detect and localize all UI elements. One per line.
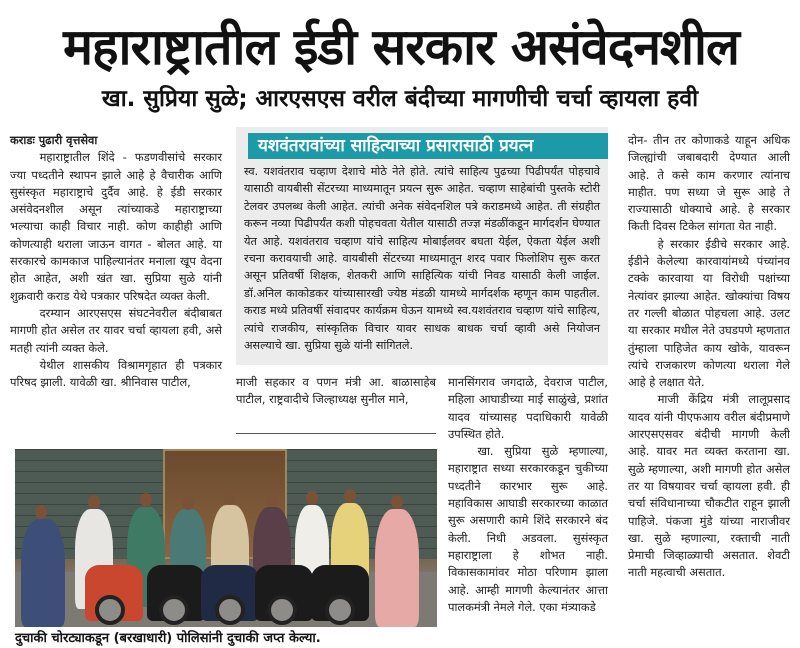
photo-wheel <box>95 595 125 625</box>
paragraph: खा. सुप्रिया सुळे म्हणाल्या, महाराष्ट्रात सध्या सरकारकडून चुकीच्या पध्दतीने कारभार सुरू आहे. महाविकास आघाडी सरकारच्या काळात सुरू असणारी कामे शिंदे सरकारने बंद केली. निधी अडवला. सुसंस्कृत महाराष्ट्राला हे शोभत नाही. विकासकामांवर मोठा परिणाम झाला आहे. आम्ही मागणी केल्यानंतर आत्ता पालकमंत्री नेमले गेले. एका मंत्र्याकडे <box>448 444 608 614</box>
photo-wheel <box>267 595 297 625</box>
photo-wheel <box>215 595 245 625</box>
photo-wheel <box>159 595 189 625</box>
photo-motorcycle <box>311 565 369 621</box>
sidebar-title: यशवंतरावांच्या साहित्याच्या प्रसारासाठी प्रयत्न <box>248 133 608 159</box>
news-photo <box>15 449 437 627</box>
right-column <box>628 132 790 582</box>
left-column <box>10 132 222 391</box>
paragraph: येथील शासकीय विश्रामगृहात ही पत्रकार परिषद झाली. यावेळी खा. श्रीनिवास पाटील, <box>10 357 222 390</box>
paragraph: दोन- तीन तर कोणाकडे याहून अधिक जिल्ह्यांची जबाबदारी देण्यात आली आहे. ते कसे काम करणार त्यांनाच माहीत. पण सध्या जे सुरू आहे ते राज्यासाठी धोक्याचे आहे. हे सरकार किती दिवस टिकेल सांगता येत नाही. <box>628 133 790 234</box>
photo-wheel <box>325 595 355 625</box>
paragraph: महाराष्ट्रातील शिंदे - फडणवीसांचे सरकार ज्या पध्दतीने स्थापन झाले आहे हे वैचारीक आणि सुसंस्कृत महाराष्ट्राचे दुर्दैव आहे. हे ईडी सरकार असंवेदनशील असून त्यांच्याकडे महाराष्ट्राच्या भल्याचा काही विचार नाही. कोण काहीही आणि कोणत्याही थराला जाऊन वागत - बोलत आहे. या सरकारचे कामकाज पाहिल्यानंतर मनाला खूप वेदना होत आहेत, अशी खंत खा. सुप्रिया सुळे यांनी शुक्रवारी कराड येथे पत्रकार परिषदेत व्यक्त केली. <box>10 150 222 303</box>
photo-motorcycle <box>85 565 143 621</box>
mid-right-column <box>448 374 608 616</box>
photo-head <box>182 496 194 510</box>
divider <box>236 433 436 434</box>
subheadline: खा. सुप्रिया सुळे; आरएसएस वरील बंदीच्या मागणीची चर्चा व्हायला हवी <box>101 86 699 112</box>
mid-left-column <box>236 374 436 409</box>
photo-person <box>21 519 65 627</box>
photo-caption: दुचाकी चोरट्याकडून (बरखाधारी) पोलिसांनी दुचाकी जप्त केल्या. <box>15 631 321 646</box>
paragraph: माजी केंद्रिय मंत्री लालूप्रसाद यादव यांनी पीएफआय वरील बंदीप्रमाणे आरएसएसवर बंदीची मागणी केली आहे. यावर मत व्यक्त करताना खा. सुळे म्हणाल्या, अशी मागणी होत असेल तर या विषयावर चर्चा व्हायला हवी. ही चर्चा संविधानाच्या चौकटीत राहून झाली पाहिजे. पंकजा मुंडे यांच्या नाराजीवर खा. सुळे म्हणाल्या, रक्ताची नाती प्रेमाची जिव्हाळ्याची असतात. शेवटी नाती महत्वाची असतात. <box>628 392 790 580</box>
sidebar-box <box>236 127 608 365</box>
photo-head <box>140 493 152 507</box>
photo-motorcycle <box>201 565 259 621</box>
photo-head <box>391 495 403 509</box>
headline: महाराष्ट्रातील ईडी सरकार असंवेदनशील <box>63 18 739 76</box>
paragraph: मानसिंगराव जगदाळे, देवराज पाटील, महिला आघाडीच्या माई साळुंखे, प्रशांत यादव यांच्यासह पदाधिकारी यावेळी उपस्थित होते. <box>448 375 608 441</box>
photo-head <box>88 495 100 509</box>
photo-head <box>35 505 47 519</box>
paragraph: दरम्यान आरएसएस संघटनेवरील बंदीबाबत मागणी होत असेल तर यावर चर्चा व्हायला हवी, असे मतही त्यांनी व्यक्त केले. <box>10 305 222 355</box>
photo-head <box>224 491 236 505</box>
paragraph: माजी सहकार व पणन मंत्री आ. बाळासाहेब पाटील, राष्ट्रवादीचे जिल्हाध्यक्ष सुनील माने, <box>236 375 436 407</box>
photo-motorcycle <box>147 565 205 621</box>
sidebar-body: स्व. यशवंतराव चव्हाण देशाचे मोठे नेते होते. त्यांचे साहित्य पुढच्या पिढीपर्यंत पोहचावे यासाठी वायबीसी सेंटरच्या माध्यमातून प्रयत्न सुरू आहेत. चव्हाण साहेबांची पुस्तके स्टोरी टेलवर उपलब्ध केली आहेत. त्यांची अनेक संवेदनशिल पत्रे कराडमध्ये आहेत. ती संग्रहीत करून नव्या पिढीपर्यंत कशी पोहचवता येतील यासाठी तज्ज्ञ मंडळींकडून मार्गदर्शन घेण्यात येत आहे. यशवंतराव चव्हाण यांचे साहित्य मोबाईलवर बघता येईल, ऐकता येईल अशी रचना करावयाची आहे. वायबीसी सेंटरच्या माध्यमातून शरद पवार फिलोशिप सुरू करत असून प्रतिवर्षी शिक्षक, शेतकरी आणि साहित्यिक यांची निवड यासाठी केली जाईल. डॉ.अनिल काकोडकर यांच्यासारखी ज्येष्ठ मंडळी यामध्ये मार्गदर्शक म्हणून काम पाहतील. कराड मध्ये प्रतिवर्षी संवादपर कार्यक्रम घेऊन यामध्ये स्व.यशवंतराव चव्हाण यांचे साहित्य, त्यांचे राजकीय, सांस्कृतिक विचार यावर साधक बाधक चर्चा व्हावी असे नियोजन असल्याचे खा. सुप्रिया सुळे यांनी सांगितले. <box>244 165 600 353</box>
paragraph: हे सरकार ईडीचे सरकार आहे. ईडीने केलेल्या कारवायांमध्ये पंच्यांनव टक्के कारवाया या विरोधी पक्षांच्या नेत्यांवर झाल्या आहेत. खोक्यांचा विषय तर गल्ली बोळात पोहचला आहे. उलट या सरकार मधील नेते उघडपणे म्हणतात तुंम्हाला पाहिजेत काय खोके, यावरून त्यांचे राजकारण कोणत्या थराला गेले आहे हे लक्षात येते. <box>628 236 790 390</box>
photo-head <box>306 491 318 505</box>
photo-motorcycle <box>255 565 313 621</box>
photo-head <box>344 489 356 503</box>
photo-head <box>266 493 278 507</box>
dateline: कराडः पुढारी वृत्तसेवा <box>10 133 98 147</box>
photo-person <box>375 509 419 627</box>
